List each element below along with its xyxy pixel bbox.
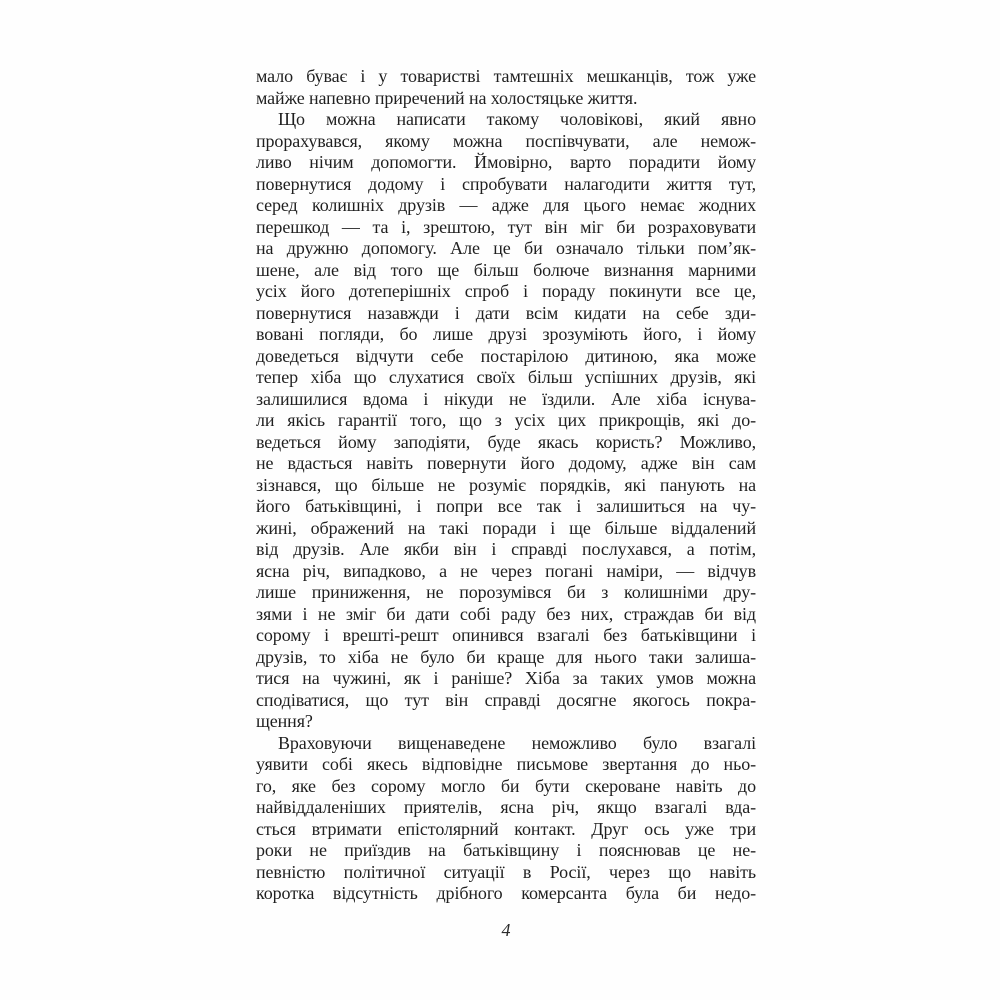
text-line: повернутися додому і спробувати налагодити життя тут, <box>256 173 756 194</box>
text-line: майже напевно приречений на холостяцьке життя. <box>256 87 638 108</box>
text-line: усіх його дотеперішніх спроб і пораду покинути все це, <box>256 281 756 301</box>
text-line: сться втримати епістолярний контакт. Друг ось уже три <box>256 818 756 839</box>
text-line: лише приниження, не порозумівся би з колишніми дру- <box>256 582 756 602</box>
page-text <box>256 66 756 905</box>
text-line: шене, але від того ще більш болюче визнання марними <box>256 259 756 280</box>
text-line: ли якісь гарантії того, що з усіх цих прикрощів, які до- <box>256 410 756 430</box>
text-line: певністю політичної ситуації в Росії, через що навіть <box>256 861 756 882</box>
text-line: перешкод — та і, зрештою, тут він міг би розраховувати <box>256 216 756 237</box>
text-line: Враховуючи вищенаведене неможливо було взагалі <box>278 732 756 753</box>
text-line: тепер хіба що слухатися своїх більш успішних друзів, які <box>256 367 756 387</box>
page-number: 4 <box>501 920 511 940</box>
text-line: серед колишніх друзів — адже для цього немає жодних <box>256 195 756 215</box>
text-line: коротка відсутність дрібного комерсанта була би недо- <box>256 883 756 903</box>
text-line: повернутися назавжди і дати всім кидати на себе зди- <box>256 302 756 323</box>
text-line: Що можна написати такому чоловікові, який явно <box>278 109 756 129</box>
text-line: вовані погляди, бо лише друзі зрозуміють його, і йому <box>256 324 756 344</box>
text-line: його батьківщині, і попри все так і залишиться на чу- <box>256 496 756 516</box>
text-line: сорому і врешті-решт опинився взагалі без батьківщини і <box>256 625 756 645</box>
text-line: на дружню допомогу. Але це би означало тільки пом’як- <box>256 238 756 258</box>
text-line: від друзів. Але якби він і справді послухався, а потім, <box>256 539 756 559</box>
text-line: доведеться відчути себе постарілою дитиною, яка може <box>256 345 756 366</box>
text-line: сподіватися, що тут він справді досягне якогось покра- <box>256 689 756 710</box>
text-line: не вдасться навіть повернути його додому, адже він сам <box>256 453 756 473</box>
text-line: друзів, то хіба не було би краще для нього таки залиша- <box>256 646 756 667</box>
text-line: щення? <box>256 711 313 731</box>
text-line: ведеться йому заподіяти, буде якась користь? Можливо, <box>256 431 756 452</box>
text-line: уявити собі якесь відповідне письмове звертання до ньо- <box>256 754 756 774</box>
text-line: мало буває і у товаристві тамтешніх мешканців, тож уже <box>256 66 756 86</box>
text-line: ясна річ, випадково, а не через погані наміри, — відчув <box>256 560 756 581</box>
text-line: роки не приїздив на батьківщину і пояснював це не- <box>256 840 756 860</box>
text-line: залишилися вдома і нікуди не їздили. Але хіба існува- <box>256 388 756 409</box>
text-line: прорахувався, якому можна поспівчувати, але немож- <box>256 130 756 151</box>
text-line: ливо нічим допомогти. Ймовірно, варто порадити йому <box>256 152 756 172</box>
text-line: го, яке без сорому могло би бути скероване навіть до <box>256 775 756 796</box>
text-line: тися на чужині, як і раніше? Хіба за таких умов можна <box>256 668 756 688</box>
text-line: зізнався, що більше не розуміє порядків, які панують на <box>256 474 756 495</box>
text-line: жині, ображений на такі поради і ще більше віддалений <box>256 517 756 538</box>
text-line: зями і не зміг би дати собі раду без них, страждав би від <box>256 603 756 624</box>
text-line: найвіддаленіших приятелів, ясна річ, якщо взагалі вда- <box>256 797 756 817</box>
